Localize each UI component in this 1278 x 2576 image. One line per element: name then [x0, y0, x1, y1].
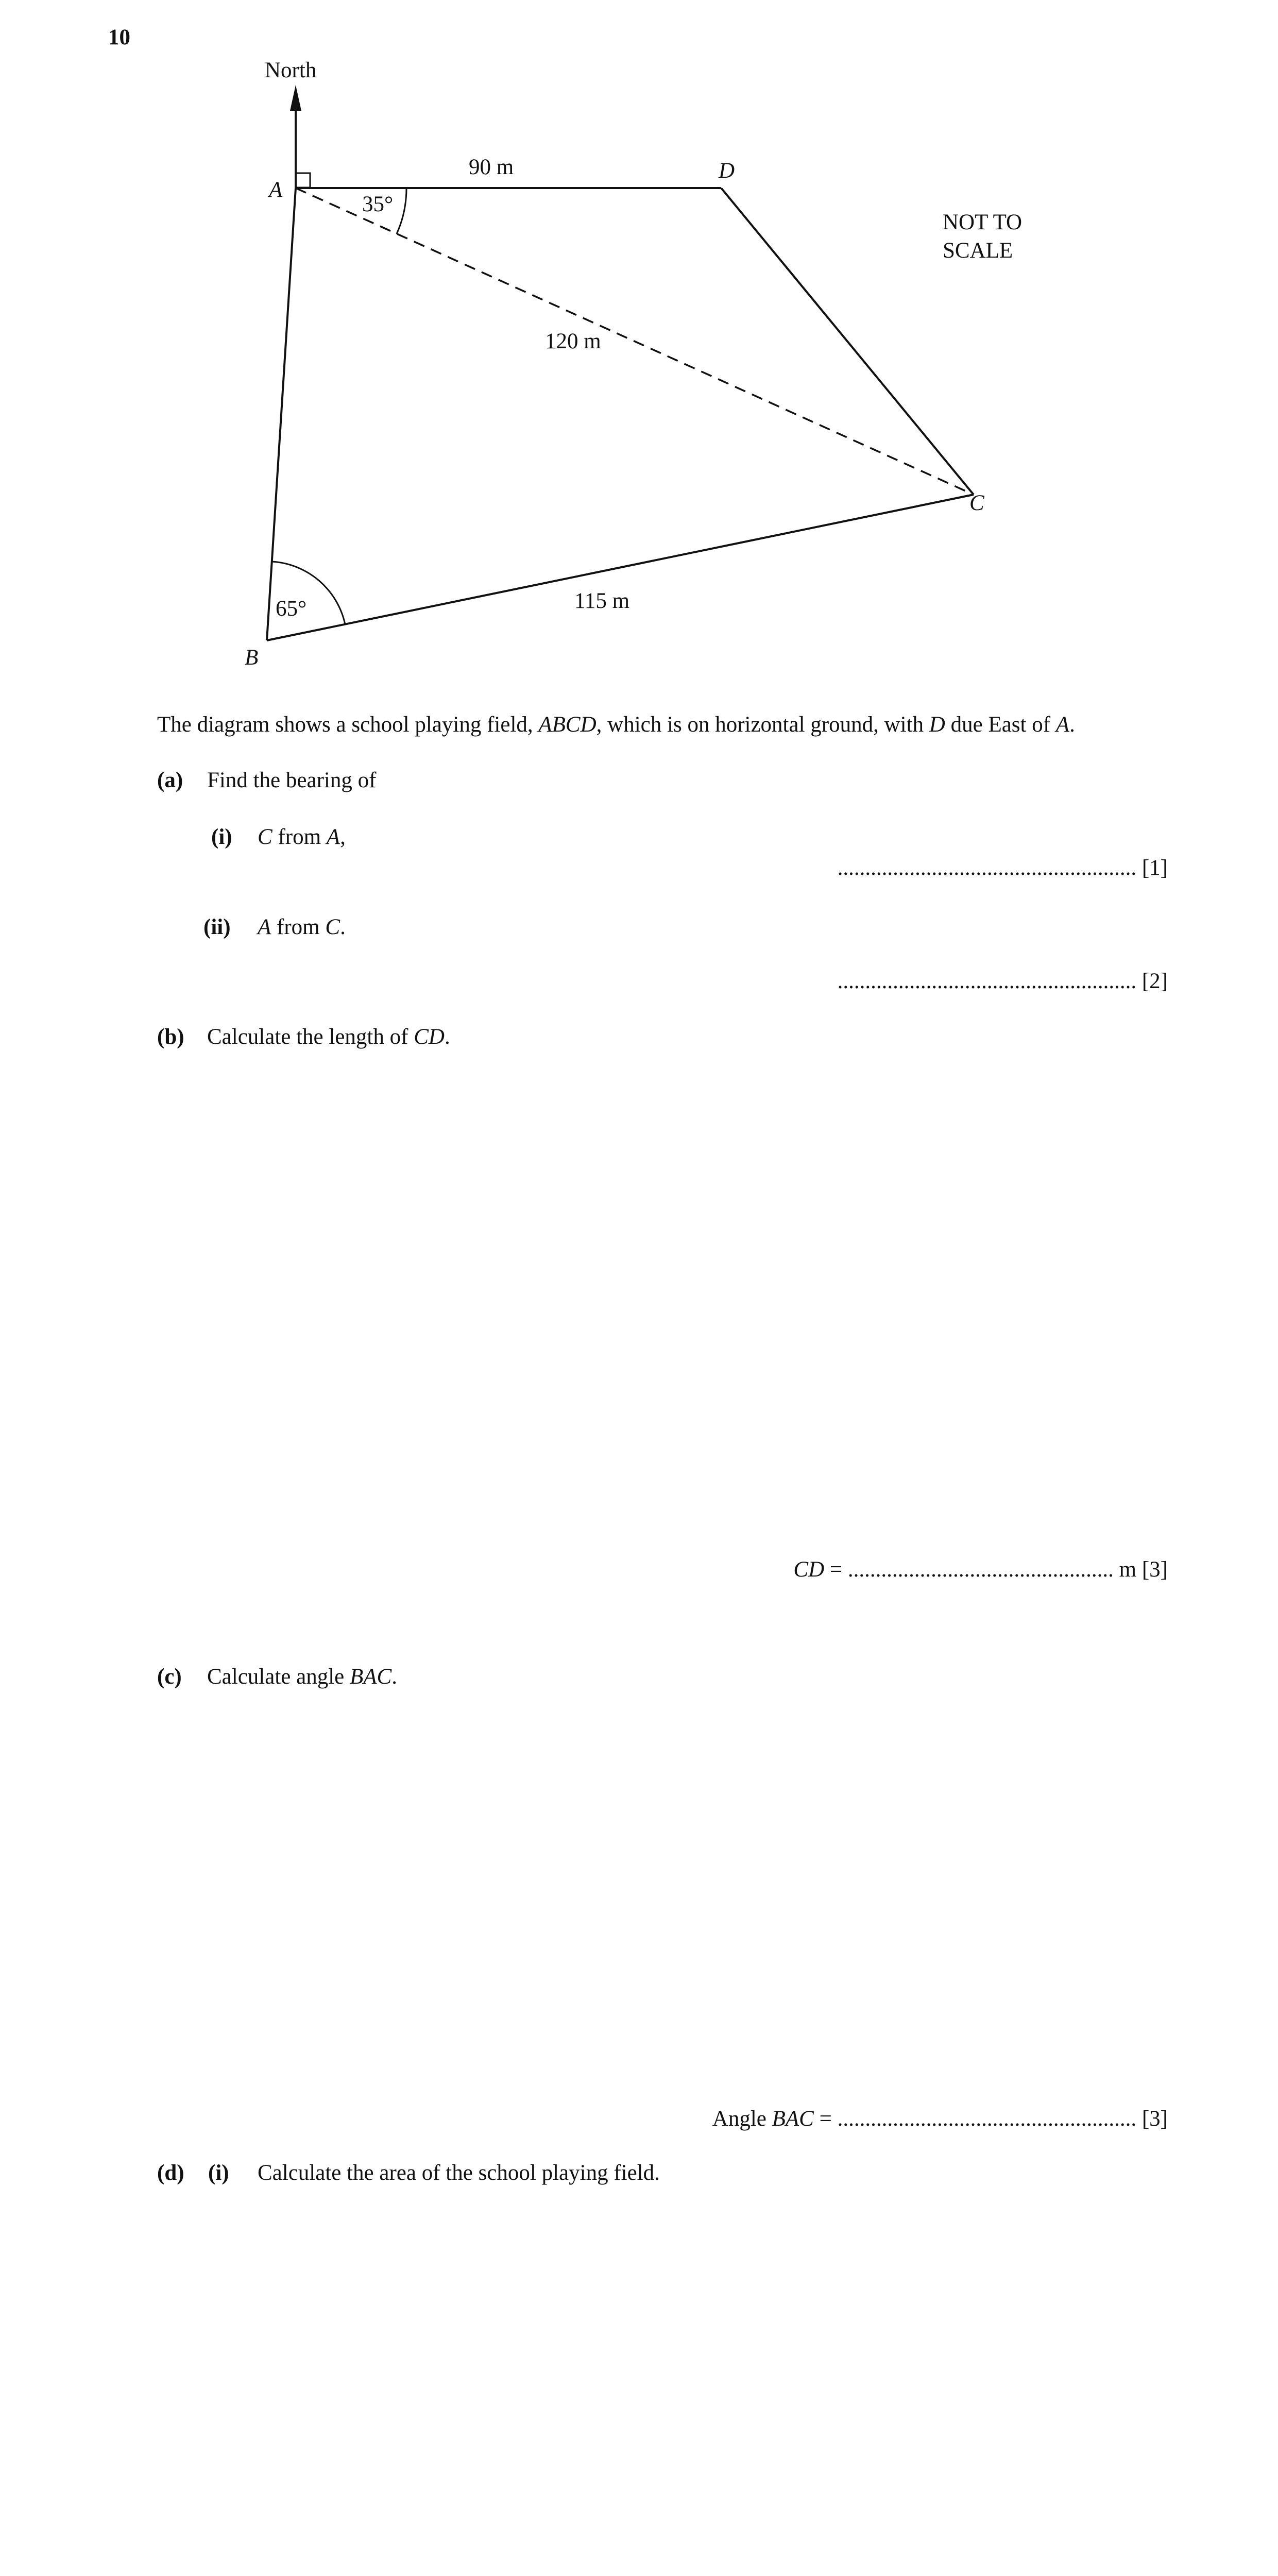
part-d-i-label: (i) [208, 2161, 229, 2185]
length-ad-label: 90 m [469, 155, 514, 179]
marks-label: [3] [1141, 1557, 1168, 1582]
part-b-text [207, 1024, 450, 1049]
not-to-scale-line2: SCALE [943, 239, 1013, 263]
part-d-i-text: Calculate the area of the school playing field. [258, 2161, 660, 2185]
part-d-label: (d) [157, 2161, 184, 2185]
answer-dots: ...................................................... [837, 969, 1137, 993]
answer-line-a-i[interactable] [838, 855, 1168, 880]
right-angle-marker [296, 173, 310, 188]
side-cb [267, 495, 974, 640]
text-part: CD [414, 1025, 445, 1049]
question-number: 10 [108, 25, 130, 49]
text-part: A [258, 915, 271, 939]
answer-line-b[interactable] [793, 1557, 1168, 1582]
side-ba [267, 188, 296, 640]
intro-part: due East of [945, 713, 1056, 737]
text-part: from [272, 825, 327, 849]
part-a-ii-text [258, 914, 346, 940]
north-label: North [265, 58, 317, 82]
answer-dots: ...................................................... [837, 856, 1137, 880]
part-a-i-text [258, 824, 346, 850]
point-c-label: C [969, 491, 984, 515]
part-c-label: (c) [157, 1665, 182, 1689]
answer-line-c[interactable] [712, 2106, 1168, 2131]
text-part: . [391, 1665, 397, 1689]
point-b-label: B [245, 646, 259, 670]
answer-dots: ...................................................... [837, 2107, 1137, 2131]
text-part: BAC [349, 1665, 392, 1689]
not-to-scale-line1: NOT TO [943, 210, 1023, 234]
text-part: . [340, 915, 346, 939]
text-part: A [326, 825, 340, 849]
intro-part: The diagram shows a school playing field, [157, 713, 539, 737]
part-b-label: (b) [157, 1025, 184, 1049]
angle-arc-a [397, 188, 406, 234]
text-part: , [340, 825, 346, 849]
part-a-text: Find the bearing of [207, 768, 377, 792]
point-a-label: A [269, 178, 283, 202]
point-d-label: D [719, 159, 735, 183]
text-part: . [444, 1025, 450, 1049]
part-a-ii-label: (ii) [203, 915, 231, 939]
intro-part: A [1055, 713, 1070, 737]
text-part: C [258, 825, 272, 849]
part-c-text [207, 1664, 397, 1689]
north-arrow-head [290, 85, 301, 111]
intro-part: ABCD [538, 713, 597, 737]
text-part: C [325, 915, 340, 939]
marks-label: [3] [1141, 2107, 1168, 2131]
marks-label: [1] [1141, 856, 1168, 880]
playing-field-diagram [0, 0, 1278, 670]
answer-label: = [824, 1557, 848, 1582]
answer-label: CD [793, 1557, 825, 1582]
length-bc-label: 115 m [574, 589, 630, 613]
length-ac-label: 120 m [545, 329, 601, 353]
answer-label: BAC [772, 2107, 814, 2131]
text-part: from [271, 915, 326, 939]
unit-label: m [1119, 1557, 1137, 1582]
answer-line-a-ii[interactable] [838, 969, 1168, 994]
angle-dac-label: 35° [362, 192, 394, 216]
side-dc [721, 188, 974, 495]
part-a-i-label: (i) [211, 825, 232, 849]
text-part: Calculate angle [207, 1665, 350, 1689]
intro-part: . [1069, 713, 1075, 737]
intro-text [157, 712, 1075, 737]
answer-label: Angle [712, 2107, 772, 2131]
marks-label: [2] [1141, 969, 1168, 993]
intro-part: , which is on horizontal ground, with [596, 713, 929, 737]
answer-label: = [813, 2107, 838, 2131]
answer-dots: ................................................ [847, 1557, 1114, 1582]
text-part: Calculate the length of [207, 1025, 414, 1049]
intro-part: D [929, 713, 945, 737]
part-a-label: (a) [157, 768, 183, 792]
angle-abc-label: 65° [276, 597, 307, 621]
